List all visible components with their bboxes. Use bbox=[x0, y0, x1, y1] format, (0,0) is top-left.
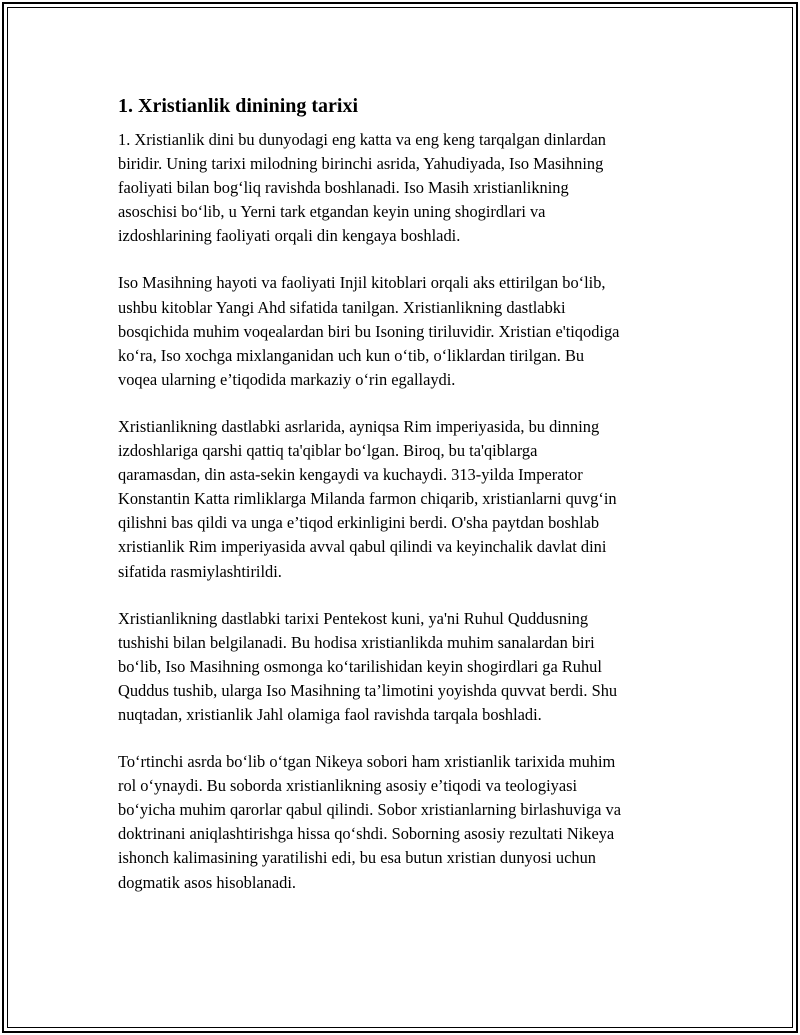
text-line: sifatida rasmiylashtirildi. bbox=[118, 561, 282, 581]
paragraph-3 bbox=[118, 415, 690, 584]
text-line: Iso Masihning hayoti va faoliyati Injil kitoblari orqali aks ettirilgan bo‘lib, bbox=[118, 273, 606, 293]
text-line: bo‘lib, Iso Masihning osmonga ko‘tarilishidan keyin shogirdlari ga Ruhul bbox=[118, 656, 602, 676]
text-line: ko‘ra, Iso xochga mixlanganidan uch kun o‘tib, o‘liklardan tirilgan. Bu bbox=[118, 345, 585, 365]
document-title: 1. Xristianlik dinining tarixi bbox=[118, 95, 359, 117]
text-line: izdoshlarining faoliyati orqali din kengaya boshladi. bbox=[118, 226, 461, 246]
text-line: 1. Xristianlik dini bu dunyodagi eng katta va eng keng tarqalgan dinlardan bbox=[118, 130, 606, 149]
text-line: qilishni bas qildi va unga e’tiqod erkinligini berdi. O'sha paytdan boshlab bbox=[118, 513, 600, 533]
paragraph-1 bbox=[118, 128, 690, 248]
text-line: biridir. Uning tarixi milodning birinchi asrida, Yahudiyada, Iso Masihning bbox=[118, 154, 604, 174]
text-line: bo‘yicha muhim qarorlar qabul qilindi. Sobor xristianlarning birlashuviga va bbox=[118, 800, 621, 820]
paragraph-4 bbox=[118, 607, 690, 727]
text-line: Konstantin Katta rimliklarga Milanda farmon chiqarib, xristianlarni quvg‘in bbox=[118, 489, 617, 509]
text-line: ushbu kitoblar Yangi Ahd sifatida tanilgan. Xristianlikning dastlabki bbox=[118, 297, 566, 317]
text-line: nuqtadan, xristianlik Jahl olamiga faol ravishda tarqala boshladi. bbox=[118, 704, 542, 724]
text-line: Xristianlikning dastlabki asrlarida, ayniqsa Rim imperiyasida, bu dinning bbox=[118, 416, 600, 436]
text-line: Xristianlikning dastlabki tarixi Pentekost kuni, ya'ni Ruhul Quddusning bbox=[118, 608, 589, 628]
text-line: qaramasdan, din asta-sekin kengaydi va kuchaydi. 313-yilda Imperator bbox=[118, 465, 583, 485]
text-line: ishonch kalimasining yaratilishi edi, bu esa butun xristian dunyosi uchun bbox=[118, 848, 596, 868]
text-line: faoliyati bilan bog‘liq ravishda boshlanadi. Iso Masih xristianlikning bbox=[118, 178, 569, 198]
text-line: izdoshlariga qarshi qattiq ta'qiblar bo‘lgan. Biroq, bu ta'qiblarga bbox=[118, 441, 538, 461]
paragraph-5 bbox=[118, 750, 690, 895]
text-line: asoschisi bo‘lib, u Yerni tark etgandan keyin uning shogirdlari va bbox=[118, 202, 546, 222]
text-line: dogmatik asos hisoblanadi. bbox=[118, 872, 297, 892]
document-body bbox=[118, 93, 690, 918]
text-line: Quddus tushib, ularga Iso Masihning ta’limotini yoyishda quvvat berdi. Shu bbox=[118, 680, 618, 700]
text-line: voqea ularning e’tiqodida markaziy o‘rin egallaydi. bbox=[118, 369, 456, 389]
text-line: tushishi bilan belgilanadi. Bu hodisa xristianlikda muhim sanalardan biri bbox=[118, 632, 595, 652]
text-line: bosqichida muhim voqealardan biri bu Isoning tiriluvidir. Xristian e'tiqodiga bbox=[118, 321, 620, 341]
text-line: xristianlik Rim imperiyasida avval qabul qilindi va keyinchalik davlat dini bbox=[118, 537, 607, 557]
text-line: doktrinani aniqlashtirishga hissa qo‘shdi. Soborning asosiy rezultati Nikeya bbox=[118, 824, 615, 844]
text-line: rol o‘ynaydi. Bu soborda xristianlikning asosiy e’tiqodi va teologiyasi bbox=[118, 776, 578, 796]
text-line: To‘rtinchi asrda bo‘lib o‘tgan Nikeya sobori ham xristianlik tarixida muhim bbox=[118, 752, 616, 772]
paragraph-2 bbox=[118, 271, 690, 391]
